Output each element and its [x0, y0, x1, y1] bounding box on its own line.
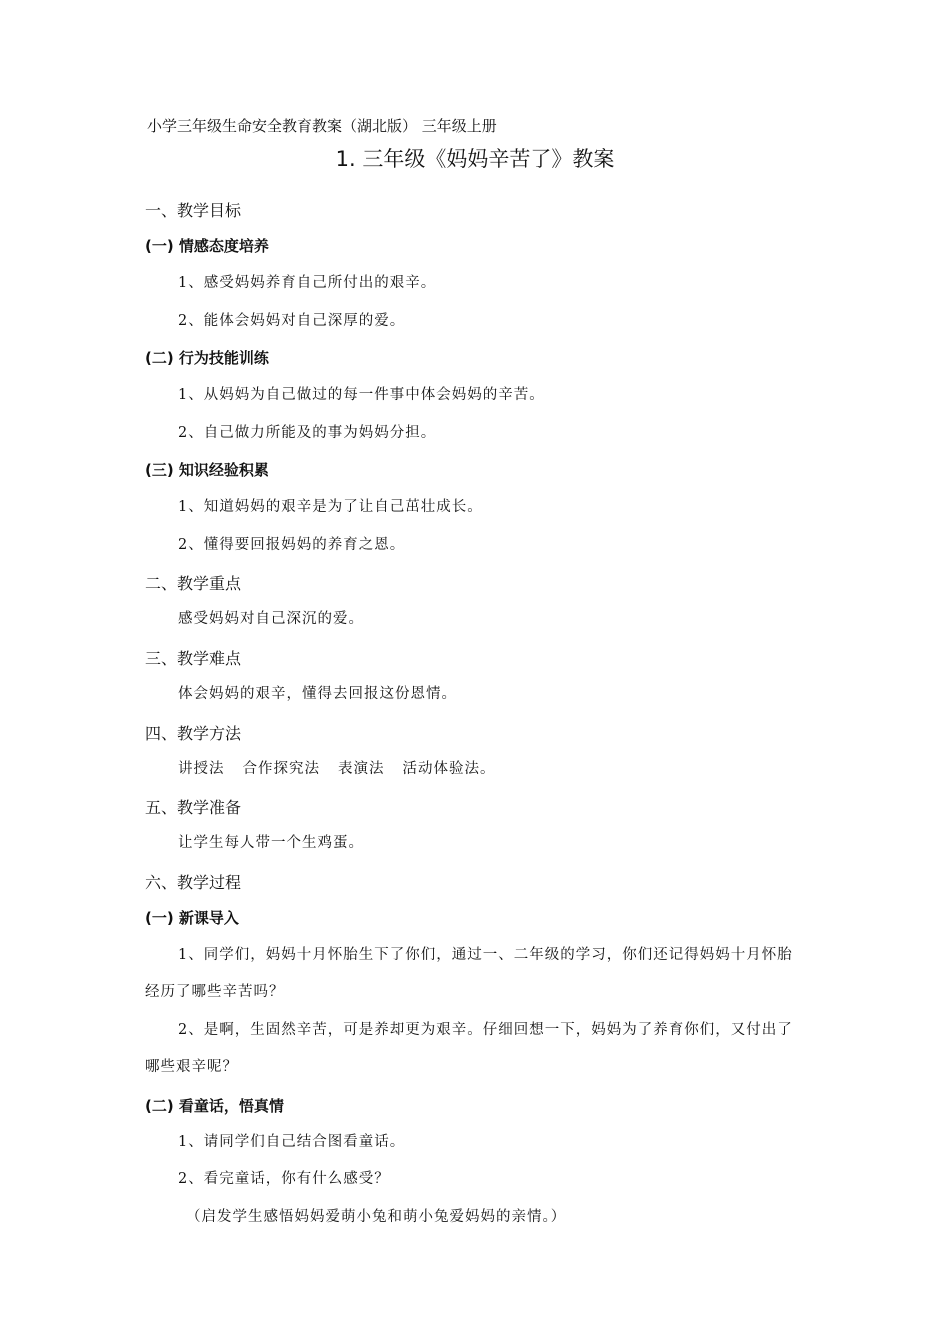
list-item: 1、请同学们自己结合图看童话。	[178, 1134, 406, 1150]
method-item: 合作探究法	[242, 761, 320, 777]
subsection-heading-skills: (二) 行为技能训练	[145, 349, 269, 367]
section-heading-preparation: 五、教学准备	[145, 798, 242, 817]
subsection-heading-introduction: (一) 新课导入	[145, 909, 239, 927]
list-item: 2、看完童话，你有什么感受？	[178, 1171, 390, 1187]
methods-line	[178, 761, 496, 778]
list-item: 1、从妈妈为自己做过的每一件事中体会妈妈的辛苦。	[178, 387, 545, 403]
list-item: 1、知道妈妈的艰辛是为了让自己茁壮成长。	[178, 499, 483, 515]
section-text: 体会妈妈的艰辛，懂得去回报这份恩情。	[178, 686, 457, 702]
teaching-note: （启发学生感悟妈妈爱萌小兔和萌小兔爱妈妈的亲情。）	[186, 1209, 567, 1225]
list-item: 2、懂得要回报妈妈的养育之恩。	[178, 537, 406, 553]
paragraph: 1、同学们，妈妈十月怀胎生下了你们，通过一、二年级的学习，你们还记得妈妈十月怀胎经历了哪些辛苦吗？	[145, 947, 793, 1000]
section-heading-methods: 四、教学方法	[145, 724, 242, 743]
section-heading-key-points: 二、教学重点	[145, 574, 242, 593]
list-item: 2、自己做力所能及的事为妈妈分担。	[178, 425, 437, 441]
section-heading-difficulties: 三、教学难点	[145, 649, 242, 668]
paragraph: 2、是啊，生固然辛苦，可是养却更为艰辛。仔细回想一下，妈妈为了养育你们，又付出了哪些艰辛呢？	[145, 1022, 793, 1075]
subsection-heading-emotion: (一) 情感态度培养	[145, 237, 269, 255]
section-heading-process: 六、教学过程	[145, 873, 242, 892]
section-heading-objectives: 一、教学目标	[145, 201, 242, 220]
document-title: 1. 三年级《妈妈辛苦了》教案	[335, 147, 615, 171]
section-text: 感受妈妈对自己深沉的爱。	[178, 611, 364, 627]
subsection-heading-knowledge: (三) 知识经验积累	[145, 461, 269, 479]
method-item: 讲授法	[178, 761, 225, 777]
subsection-heading-fairy-tale: (二) 看童话，悟真情	[145, 1097, 284, 1115]
section-text: 让学生每人带一个生鸡蛋。	[178, 835, 364, 851]
list-item: 2、能体会妈妈对自己深厚的爱。	[178, 313, 406, 329]
list-item: 1、感受妈妈养育自己所付出的艰辛。	[178, 275, 437, 291]
method-item: 表演法	[338, 761, 385, 777]
method-item: 活动体验法。	[402, 761, 496, 777]
document-header: 小学三年级生命安全教育教案（湖北版） 三年级上册	[147, 117, 497, 135]
